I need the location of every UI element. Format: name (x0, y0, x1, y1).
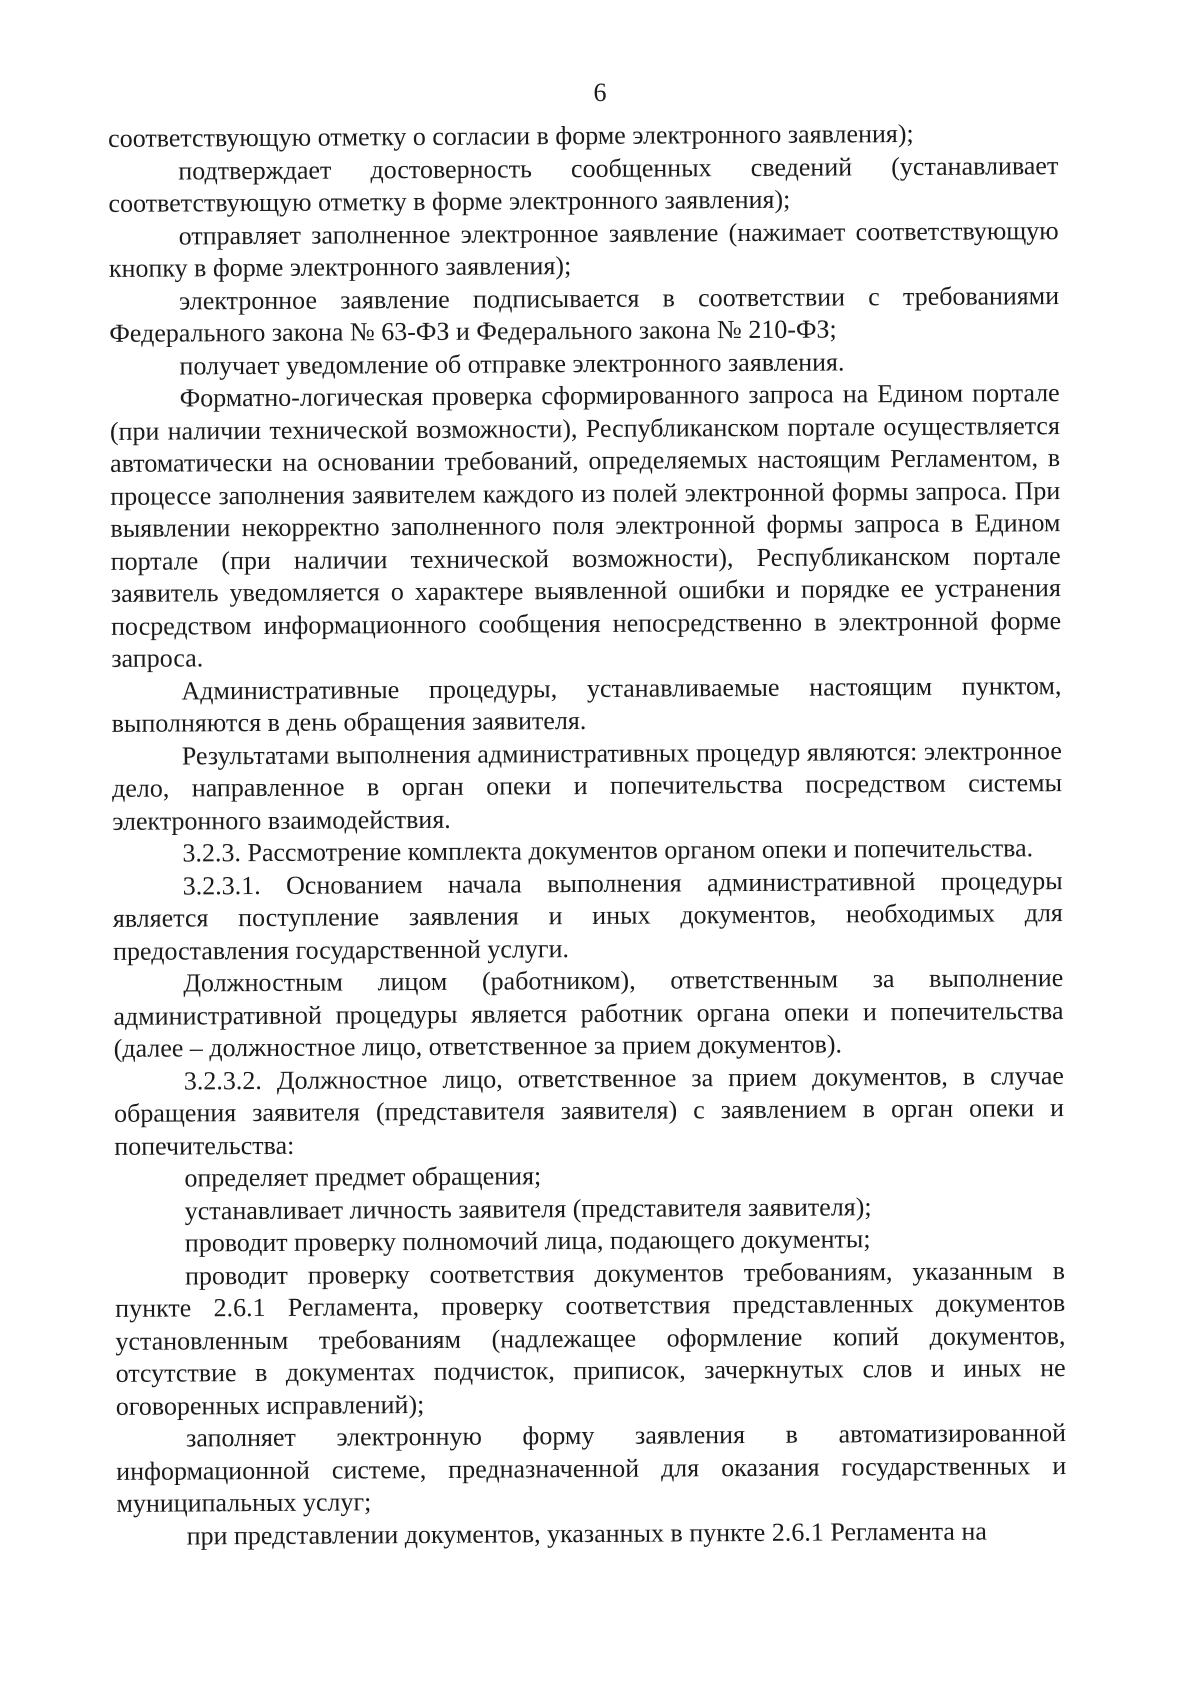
list-item: проводит проверку соответствия документов требованиям, указанным в пункте 2.6.1 Регламента, проверку соответствия представленных документов установленным требованиям (надлежащее оформление копий документов, отсутствие в документах подчисток, приписок, зачеркнутых слов и иных не оговоренных исправлений); (115, 1255, 1066, 1421)
paragraph: получает уведомление об отправке электронного заявления. (179, 346, 845, 380)
paragraph: отправляет заполненное электронное заявление (нажимает соответствующую кнопку в форме электронного заявления); (108, 215, 1059, 283)
section-heading: 3.2.3. Рассмотрение комплекта документов органом опеки и попечительства. (182, 833, 1034, 868)
paragraph: соответствующую отметку о согласии в форме электронного заявления); (108, 118, 914, 153)
list-item: проводит проверку полномочий лица, подающего документы; (184, 1224, 871, 1258)
paragraph: электронное заявление подписывается в соответствии с требованиями Федерального закона № 63-ФЗ и Федерального закона № 210-ФЗ; (109, 280, 1060, 348)
page-number: 6 (593, 78, 607, 107)
paragraph: Результатами выполнения административных процедур являются: электронное дело, направленное в орган опеки и попечительства посредством системы электронного взаимодействия. (111, 735, 1063, 836)
list-item: определяет предмет обращения; (184, 1161, 542, 1193)
document-body (108, 117, 1067, 1553)
list-item: при представлении документов, указанных в пункте 2.6.1 Регламента на (186, 1516, 987, 1550)
paragraph: 3.2.3.2. Должностное лицо, ответственное за прием документов, в случае обращения заявителя (представителя заявителя) с заявлением в орган опеки и попечительства: (113, 1060, 1065, 1161)
paragraph: Административные процедуры, устанавливаемые настоящим пунктом, выполняются в день обращения заявителя. (111, 670, 1062, 738)
paragraph: Форматно-логическая проверка сформированного запроса на Едином портале (при наличии технической возможности), Республиканском портале осуществляется автоматически на основании требований, определяемых настоящим Регламентом, в процессе заполнения заявителем каждого из полей электронной формы запроса. При выявлении некорректно заполненного поля электронной формы запроса в Едином портале (при наличии технической возможности), Республиканском портале заявитель уведомляется о характере выявленной ошибки и порядке ее устранения посредством информационного сообщения непосредственно в электронной форме запроса. (109, 378, 1062, 673)
paragraph: Должностным лицом (работником), ответственным за выполнение административной процедуры является работник органа опеки и попечительства (далее – должностное лицо, ответственное за прием документов). (113, 963, 1064, 1063)
paragraph: подтверждает достоверность сообщенных сведений (устанавливает соответствующую отметку в форме электронного заявления); (108, 150, 1059, 218)
list-item: устанавливает личность заявителя (представителя заявителя); (184, 1191, 872, 1225)
list-item: заполняет электронную форму заявления в автоматизированной информационной системе, предназначенной для оказания государственных и муниципальных услуг; (116, 1418, 1067, 1518)
paragraph: 3.2.3.1. Основанием начала выполнения административной процедуры является поступление заявления и иных документов, необходимых для предоставления государственной услуги. (112, 865, 1063, 966)
